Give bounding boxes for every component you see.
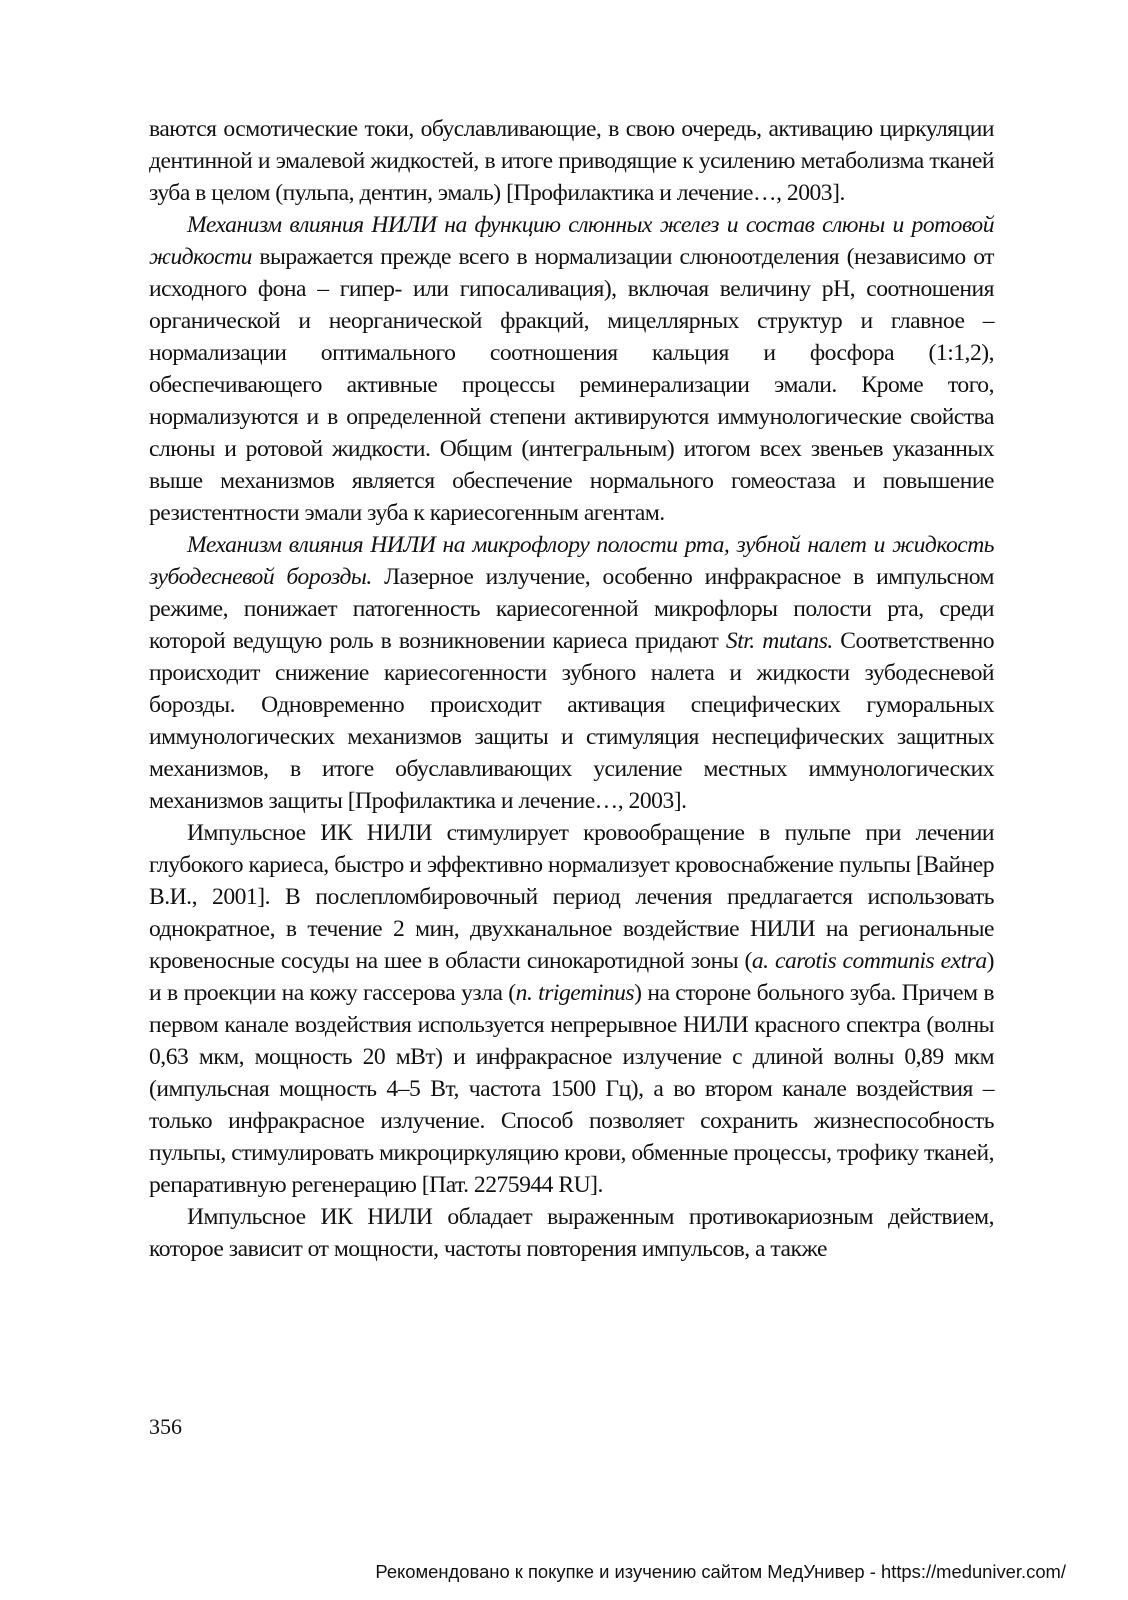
page-number: 356 [149, 1414, 182, 1439]
footer-recommendation: Рекомендовано к покупке и изучению сайтом МедУнивер - https://meduniver.com/ [375, 1561, 1066, 1582]
paragraph-1 [149, 113, 994, 209]
paragraph-3-text-before-term: Лазерное излучение, особенно инфракрасное в импульсном режиме, понижает патогенность кариесогенной микрофлоры полости рта, среди которой ведущую роль в возникновении кариеса придают [149, 564, 994, 654]
paragraph-3-text: Соответственно происходит снижение кариесогенности зубного налета и жидкости зубодесневой борозды. Одновременно происходит активация специфических гуморальных иммунологических механизмов защиты и стимуляция неспецифических защитных механизмов, в итоге обуславливающих усиление местных иммунологических механизмов защиты [Профилактика и лечение…, 2003]. [149, 628, 995, 814]
paragraph-2-italic-lead: Механизм влияния НИЛИ на функцию слюнных желез и состав слюны и ротовой жидкости [149, 212, 994, 270]
body-text [149, 113, 994, 1265]
paragraph-4-latin-term-a: a. carotis communis extra [751, 948, 987, 974]
paragraph-4-latin-term-b: n. trigeminus [515, 980, 635, 1006]
paragraph-4-text-c: ) на стороне больного зуба. Причем в первом канале воздействия используется непрерывное НИЛИ красного спектра (волны 0,63 мкм, мощность 20 мВт) и инфракрасное излучение с длиной волны 0,89 мкм (импульсная мощность 4–5 Вт, частота 1500 Гц), а во втором канале воздействия – только инфракрасное излучение. Способ позволяет сохранить жизнеспособность пульпы, стимулировать микроциркуляцию крови, обменные процессы, трофику тканей, репаративную регенерацию [Пат. 2275944 RU]. [149, 980, 994, 1198]
paragraph-3-italic-lead: Механизм влияния НИЛИ на микрофлору полости рта, зубной налет и жидкость зубодесневой борозды. [149, 532, 994, 590]
paragraph-4-text-b: ) и в проекции на кожу гассерова узла ( [149, 948, 994, 1006]
paragraph-2-text: выражается прежде всего в нормализации слюноотделения (независимо от исходного фона – гипер- или гипосаливация), включая величину pH, соотношения органической и неорганической фракций, мицеллярных структур и главное – нормализации оптимального соотношения кальция и фосфора (1:1,2), обеспечивающего активные процессы реминерализации эмали. Кроме того, нормализуются и в определенной степени активируются иммунологические свойства слюны и ротовой жидкости. Общим (интегральным) итогом всех звеньев указанных выше механизмов является обеспечение нормального гомеостаза и повышение резистентности эмали зуба к кариесогенным агентам. [149, 244, 994, 526]
paragraph-3-latin-term: Str. mutans. [725, 628, 833, 654]
paragraph-1-text: ваются осмотические токи, обуславливающие, в свою очередь, активацию циркуляции дентинной и эмалевой жидкостей, в итоге приводящие к усилению метаболизма тканей зуба в целом (пульпа, дентин, эмаль) [Профилактика и лечение…, 2003]. [149, 116, 994, 206]
paragraph-5 [149, 1201, 994, 1265]
paragraph-3 [149, 529, 994, 817]
paragraph-5-text: Импульсное ИК НИЛИ обладает выраженным противокариозным действием, которое зависит от мощности, частоты повторения импульсов, а также [149, 1204, 994, 1262]
paragraph-2 [149, 209, 994, 529]
paragraph-4 [149, 817, 994, 1201]
paragraph-4-text-a: Импульсное ИК НИЛИ стимулирует кровообращение в пульпе при лечении глубокого кариеса, быстро и эффективно нормализует кровоснабжение пульпы [Вайнер В.И., 2001]. В послепломбировочный период лечения предлагается использовать однократное, в течение 2 мин, двухканальное воздействие НИЛИ на региональные кровеносные сосуды на шее в области синокаротидной зоны ( [149, 820, 994, 974]
